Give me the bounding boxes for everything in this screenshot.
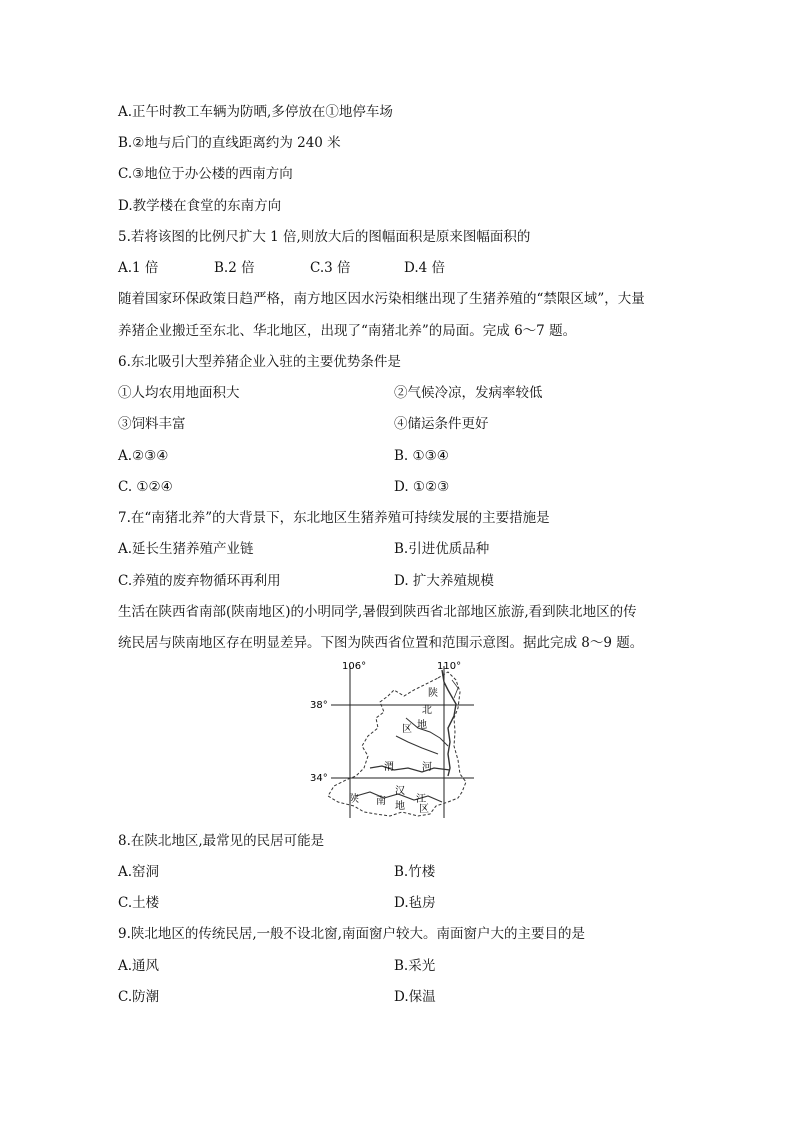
q7-stem: 7.在“南猪北养”的大背景下，东北地区生猪养殖可持续发展的主要措施是 (118, 510, 550, 526)
q6-option-d: D. ①②③ (394, 479, 450, 495)
q6-stem: 6.东北吸引大型养猪企业入驻的主要优势条件是 (118, 354, 401, 370)
q6-option-b: B. ①③④ (394, 448, 449, 464)
q5-option-c: C.3 倍 (310, 260, 351, 276)
q5-stem: 5.若将该图的比例尺扩大 1 倍,则放大后的图幅面积是原来图幅面积的 (118, 229, 531, 245)
q4-option-b: B.②地与后门的直线距离约为 240 米 (118, 135, 341, 151)
wei-river (370, 766, 450, 772)
passage-shaanxi-line1: 生活在陕西省南部(陕南地区)的小明同学,暑假到陕西省北部地区旅游,看到陕北地区的传 (118, 604, 637, 620)
q6-statement-2: ②气候冷凉，发病率较低 (394, 385, 543, 401)
label-106: 106° (342, 661, 367, 672)
river-tributary (396, 736, 438, 754)
q7-option-a: A.延长生猪养殖产业链 (118, 541, 254, 557)
q6-option-a: A.②③④ (118, 448, 169, 464)
q6-statement-3: ③饲料丰富 (118, 416, 186, 432)
q7-option-d: D. 扩大养殖规模 (394, 573, 494, 589)
label-38: 38° (310, 700, 328, 711)
q4-option-d: D.教学楼在食堂的东南方向 (118, 198, 282, 214)
label-shaannan: 南 (376, 796, 386, 807)
q7-option-b: B.引进优质品种 (394, 541, 490, 557)
q9-option-c: C.防潮 (118, 989, 160, 1005)
q6-statement-4: ④储运条件更好 (394, 416, 489, 432)
q9-option-d: D.保温 (394, 989, 436, 1005)
q5-option-a: A.1 倍 (118, 260, 159, 276)
q4-option-c: C.③地位于办公楼的西南方向 (118, 166, 293, 182)
label-34: 34° (310, 773, 328, 784)
q9-stem: 9.陕北地区的传统民居,一般不设北窗,南面窗户较大。南面窗户大的主要目的是 (118, 926, 585, 942)
q8-option-d: D.毡房 (394, 895, 436, 911)
label-shaanbei: 地 (417, 720, 427, 731)
q9-option-b: B.采光 (394, 958, 436, 974)
passage-pig-line2: 养猪企业搬迁至东北、华北地区，出现了“南猪北养”的局面。完成 6～7 题。 (118, 323, 577, 339)
q8-option-c: C.土楼 (118, 895, 160, 911)
q5-option-d: D.4 倍 (404, 260, 446, 276)
label-shaannan: 区 (419, 804, 429, 815)
label-han-river: 江 (416, 794, 426, 805)
passage-pig-line1: 随着国家环保政策日趋严格，南方地区因水污染相继出现了生猪养殖的“禁限区域”，大量 (118, 291, 645, 307)
q4-option-a: A.正午时教工车辆为防晒,多停放在①地停车场 (118, 104, 393, 120)
q5-options (118, 259, 445, 277)
label-shaannan: 陕 (349, 794, 359, 805)
q6-option-c: C. ①②④ (118, 479, 173, 495)
q8-option-a: A.窑洞 (118, 864, 160, 880)
label-shaanbei: 北 (422, 705, 432, 716)
shaanxi-location-map (298, 656, 488, 826)
q8-option-b: B.竹楼 (394, 864, 436, 880)
label-shaanbei: 区 (402, 724, 412, 735)
label-shaanbei: 陕 (428, 688, 438, 699)
passage-shaanxi-line2: 统民居与陕南地区存在明显差异。下图为陕西省位置和范围示意图。据此完成 8～9 题。 (118, 635, 644, 651)
label-shaannan: 地 (395, 801, 405, 812)
label-han-river: 汉 (395, 786, 405, 797)
q9-option-a: A.通风 (118, 958, 160, 974)
label-wei-river: 渭 (384, 762, 394, 773)
river-tributary (406, 718, 448, 746)
q7-option-c: C.养殖的废弃物循环再利用 (118, 573, 281, 589)
q8-stem: 8.在陕北地区,最常见的民居可能是 (118, 833, 325, 849)
label-wei-river: 河 (422, 762, 432, 773)
label-110: 110° (437, 661, 462, 672)
q5-option-b: B.2 倍 (214, 260, 255, 276)
q6-statement-1: ①人均农用地面积大 (118, 385, 240, 401)
